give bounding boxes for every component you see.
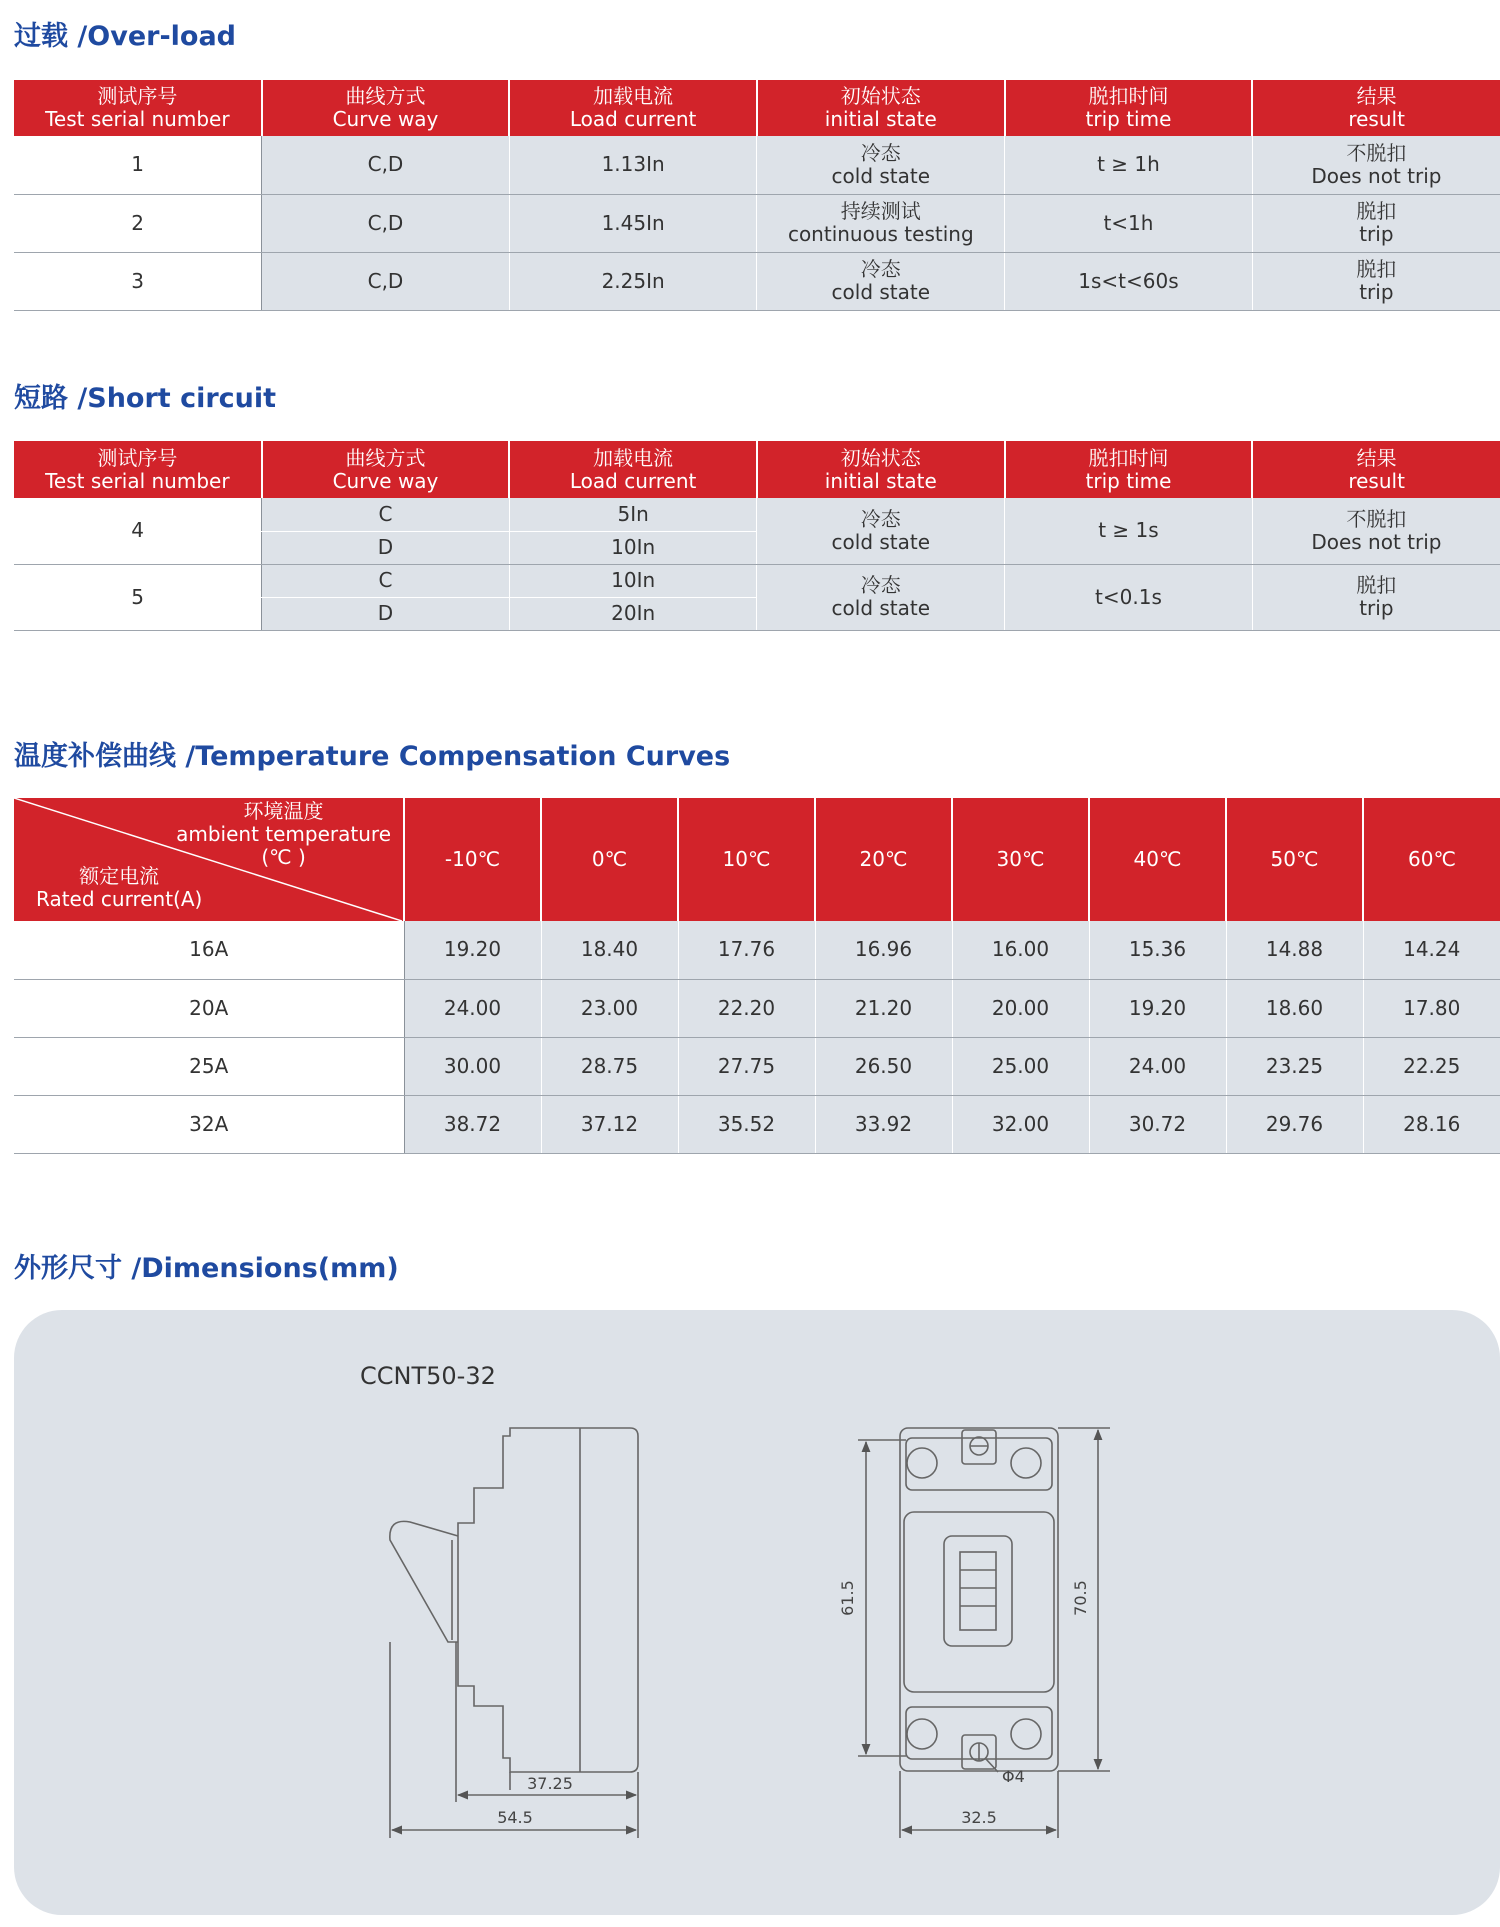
value-cell: 27.75 [678,1037,815,1095]
temp-header: -10℃ [404,798,541,921]
value-cell: 24.00 [404,979,541,1037]
temp-header: 30℃ [952,798,1089,921]
value-cell: 38.72 [404,1095,541,1153]
short-circuit-title: 短路 /Short circuit [14,383,277,414]
value-cell: 16.96 [815,921,952,979]
header-serial: 测试序号 Test serial number [14,80,262,136]
header-load-current: 加载电流 Load current [509,80,757,136]
value-cell: 37.12 [541,1095,678,1153]
header-initial-state: 初始状态 initial state [757,441,1005,498]
header-trip-time: 脱扣时间 trip time [1005,80,1253,136]
result-cell: 不脱扣 Does not trip [1252,136,1500,194]
value-cell: 14.24 [1363,921,1500,979]
current-cell: 20In [509,597,757,630]
value-cell: 17.76 [678,921,815,979]
value-cell: 29.76 [1226,1095,1363,1153]
curve-cell: C,D [262,252,510,310]
current-cell: 1.45In [509,194,757,252]
value-cell: 30.72 [1089,1095,1226,1153]
value-cell: 24.00 [1089,1037,1226,1095]
value-cell: 35.52 [678,1095,815,1153]
state-cell: 冷态 cold state [757,564,1005,630]
state-cell: 冷态 cold state [757,136,1005,194]
value-cell: 17.80 [1363,979,1500,1037]
time-cell: t ≥ 1s [1005,498,1253,564]
serial-cell: 5 [14,564,262,630]
serial-cell: 1 [14,136,262,194]
value-cell: 18.40 [541,921,678,979]
temp-header: 60℃ [1363,798,1500,921]
header-load-current: 加载电流 Load current [509,441,757,498]
time-cell: t ≥ 1h [1005,136,1253,194]
value-cell: 20.00 [952,979,1089,1037]
header-result: 结果 result [1252,80,1500,136]
front-inner-height-label: 61.5 [838,1580,857,1616]
front-view-drawing [858,1428,1110,1838]
curve-cell: C,D [262,194,510,252]
header-result: 结果 result [1252,441,1500,498]
current-cell: 10In [509,564,757,597]
header-trip-time: 脱扣时间 trip time [1005,441,1253,498]
value-cell: 18.60 [1226,979,1363,1037]
hole-diameter-label: Φ4 [1002,1767,1025,1786]
curve-cell: C [262,564,510,597]
value-cell: 32.00 [952,1095,1089,1153]
serial-cell: 2 [14,194,262,252]
temp-header: 50℃ [1226,798,1363,921]
side-total-width-label: 54.5 [497,1808,533,1827]
value-cell: 19.20 [404,921,541,979]
value-cell: 30.00 [404,1037,541,1095]
value-cell: 26.50 [815,1037,952,1095]
curve-cell: D [262,531,510,564]
time-cell: t<1h [1005,194,1253,252]
ambient-temperature-label: 环境温度 ambient temperature (℃ ) [176,799,391,869]
serial-cell: 3 [14,252,262,310]
header-initial-state: 初始状态 initial state [757,80,1005,136]
result-cell: 脱扣 trip [1252,252,1500,310]
front-width-label: 32.5 [961,1808,997,1827]
time-cell: 1s<t<60s [1005,252,1253,310]
time-cell: t<0.1s [1005,564,1253,630]
temp-header: 40℃ [1089,798,1226,921]
overload-title: 过载 /Over-load [14,21,236,52]
value-cell: 16.00 [952,921,1089,979]
value-cell: 22.25 [1363,1037,1500,1095]
value-cell: 23.00 [541,979,678,1037]
current-cell: 5In [509,498,757,531]
result-cell: 脱扣 trip [1252,194,1500,252]
rated-current-cell: 25A [14,1037,404,1095]
value-cell: 25.00 [952,1037,1089,1095]
rated-current-label: 额定电流 Rated current(A) [36,864,203,911]
curve-cell: C [262,498,510,531]
value-cell: 28.16 [1363,1095,1500,1153]
state-cell: 冷态 cold state [757,252,1005,310]
value-cell: 14.88 [1226,921,1363,979]
curve-cell: D [262,597,510,630]
header-curve: 曲线方式 Curve way [262,441,510,498]
current-cell: 1.13In [509,136,757,194]
value-cell: 23.25 [1226,1037,1363,1095]
header-curve: 曲线方式 Curve way [262,80,510,136]
state-cell: 冷态 cold state [757,498,1005,564]
header-serial: 测试序号 Test serial number [14,441,262,498]
front-total-height-label: 70.5 [1071,1580,1090,1616]
value-cell: 33.92 [815,1095,952,1153]
value-cell: 28.75 [541,1037,678,1095]
current-cell: 10In [509,531,757,564]
temp-header: 0℃ [541,798,678,921]
temperature-title: 温度补偿曲线 /Temperature Compensation Curves [14,741,731,772]
value-cell: 21.20 [815,979,952,1037]
state-cell: 持续测试 continuous testing [757,194,1005,252]
result-cell: 不脱扣 Does not trip [1252,498,1500,564]
rated-current-cell: 16A [14,921,404,979]
dimensions-title: 外形尺寸 /Dimensions(mm) [14,1253,399,1284]
value-cell: 15.36 [1089,921,1226,979]
curve-cell: C,D [262,136,510,194]
value-cell: 22.20 [678,979,815,1037]
serial-cell: 4 [14,498,262,564]
rated-current-cell: 32A [14,1095,404,1153]
temp-header: 20℃ [815,798,952,921]
model-label: CCNT50-32 [360,1362,496,1390]
temp-header: 10℃ [678,798,815,921]
rated-current-cell: 20A [14,979,404,1037]
value-cell: 19.20 [1089,979,1226,1037]
result-cell: 脱扣 trip [1252,564,1500,630]
side-inner-width-label: 37.25 [527,1774,573,1793]
side-view-drawing [390,1428,638,1838]
current-cell: 2.25In [509,252,757,310]
